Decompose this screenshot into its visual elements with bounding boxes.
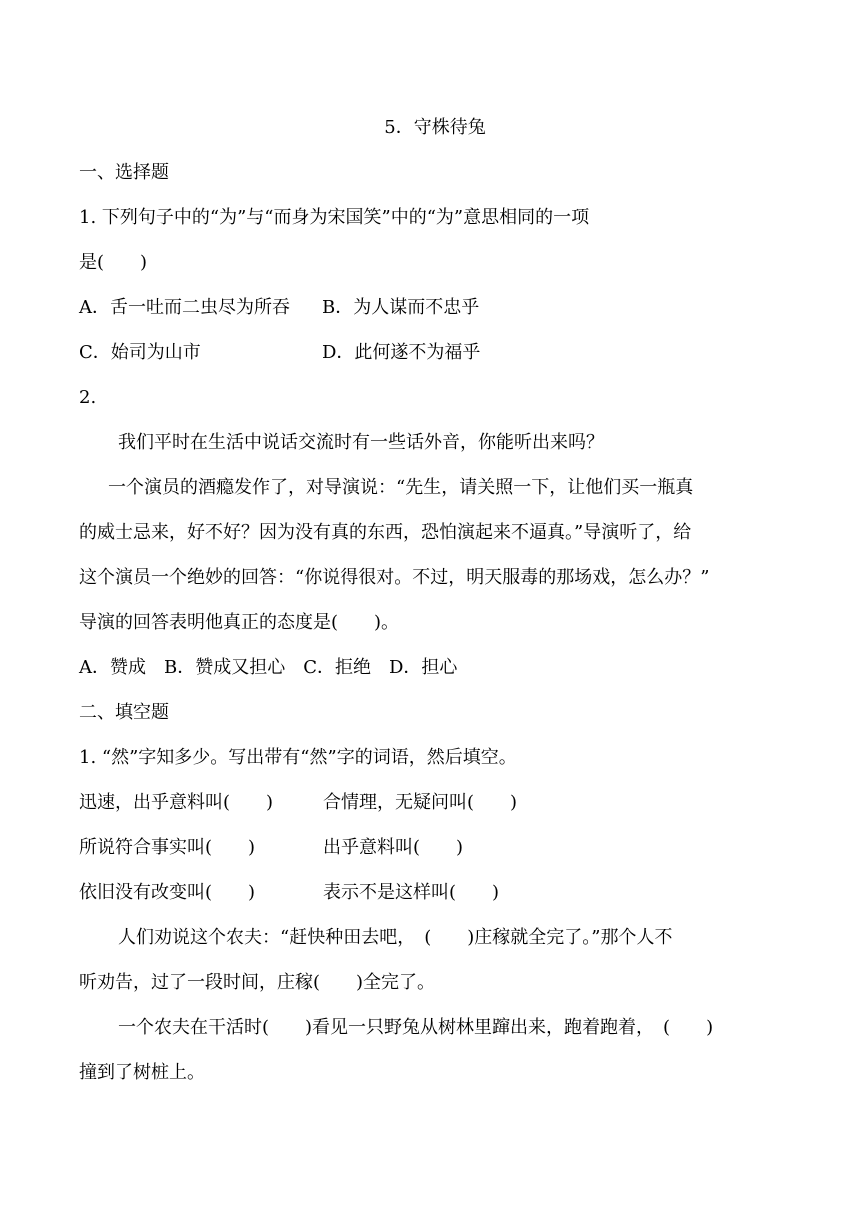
q1-stem-line2: 是( ) [79,252,148,273]
fill-row3 [79,881,500,905]
fill-sentence2-line2: 撞到了树桩上。 [79,1062,205,1083]
q2-options: A．赞成 B．赞成又担心 C．拒绝 D．担心 [79,657,458,678]
fill-item-1: 迅速，出乎意料叫( ) [79,792,274,813]
q1-stem-line1: 1. 下列句子中的“为”与“而身为宋国笑”中的“为”意思相同的一项 [79,207,590,228]
section-heading-fill: 二、填空题 [79,702,169,723]
q2-passage-line3: 这个演员一个绝妙的回答：“你说得很对。不过，明天服毒的那场戏，怎么办？” [79,567,710,588]
q2-number: 2. [79,387,97,408]
fill-item-5: 依旧没有改变叫( ) [79,882,256,903]
q1-option-d: D．此何遂不为福乎 [322,342,481,363]
fill-sentence1-line1: 人们劝说这个农夫：“赶快种田去吧， ( )庄稼就全完了。”那个人不 [118,927,673,948]
q1-option-c: C．始司为山市 [79,342,201,363]
q1-option-a: A．舌一吐而二虫尽为所吞 [79,297,290,318]
section-heading-choice: 一、选择题 [79,162,169,183]
q2-passage-line2: 的威士忌来，好不好？因为没有真的东西，恐怕演起来不逼真。”导演听了，给 [79,522,692,543]
fill-sentence2-line1: 一个农夫在干活时( )看见一只野兔从树林里蹿出来，跑着跑着， ( ) [118,1017,714,1038]
q1-option-b: B．为人谋而不忠乎 [322,297,480,318]
q2-passage-line1: 一个演员的酒瘾发作了，对导演说：“先生，请关照一下，让他们买一瓶真 [108,477,694,498]
fill-row2 [79,836,464,860]
fill-item-6: 表示不是这样叫( ) [323,882,500,903]
fill-row1 [79,791,518,815]
fill-item-4: 出乎意料叫( ) [323,837,464,858]
q1-options-row1 [79,296,480,320]
q2-intro: 我们平时在生活中说话交流时有一些话外音，你能听出来吗？ [118,432,604,453]
q1-options-row2 [79,341,481,365]
fill-q1-instruction: 1. “然”字知多少。写出带有“然”字的词语，然后填空。 [79,747,517,768]
lesson-title: 5．守株待兔 [384,117,486,138]
q2-question: 导演的回答表明他真正的态度是( )。 [79,612,400,633]
fill-item-2: 合情理，无疑问叫( ) [323,792,518,813]
fill-item-3: 所说符合事实叫( ) [79,837,256,858]
fill-sentence1-line2: 听劝告，过了一段时间，庄稼( )全完了。 [79,972,436,993]
